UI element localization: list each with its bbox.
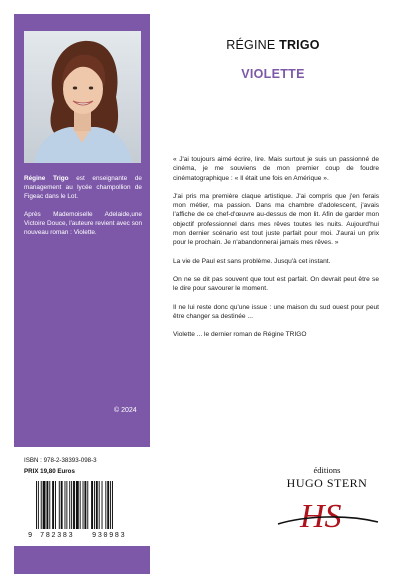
barcode-bar xyxy=(94,481,95,529)
bio-author-name: Régine Trigo xyxy=(24,175,69,182)
publisher-logo xyxy=(274,494,382,538)
barcode-bar xyxy=(76,481,79,529)
barcode-digits-group-1: 782383 xyxy=(40,532,75,539)
barcode-digits-group-2: 930983 xyxy=(92,532,127,539)
blurb-paragraph: « J'ai toujours aimé écrire, lire. Mais surtout je suis un passionné de cinéma, je me souviens de mon premier coup de foudre cinématographique : « Il était une fois en Amérique ». xyxy=(173,156,379,182)
author-portrait-image xyxy=(24,31,141,163)
barcode-bar xyxy=(91,481,93,529)
blurb-paragraph: On ne se dit pas souvent que tout est parfait. On devrait peut être se le dire pour savourer le moment. xyxy=(173,275,379,293)
barcode-bar xyxy=(59,481,60,529)
barcode-bar xyxy=(84,481,86,529)
barcode-bars xyxy=(36,481,113,529)
barcode-bar xyxy=(41,481,42,529)
copyright: © 2024 xyxy=(114,407,137,414)
barcode-bar xyxy=(65,481,66,529)
left-purple-band-bottom xyxy=(14,546,150,574)
blurb-paragraph: Violette ... le dernier roman de Régine TRIGO xyxy=(173,331,307,339)
publisher-editions-label: éditions xyxy=(313,465,341,475)
blurb-paragraph: La vie de Paul est sans problème. Jusqu'à cet instant. xyxy=(173,257,331,265)
barcode-digit-first: 9 xyxy=(28,532,33,539)
publisher-name: HUGO STERN xyxy=(286,476,368,490)
barcode-bar xyxy=(87,481,88,529)
barcode-bar xyxy=(69,481,70,529)
barcode-bar xyxy=(105,481,106,529)
isbn: ISBN : 978-2-38393-098-3 xyxy=(24,457,97,464)
barcode-bar xyxy=(55,481,56,529)
barcode-area xyxy=(24,453,149,543)
author-first-name: RÉGINE xyxy=(226,38,276,52)
barcode-bar xyxy=(46,481,48,529)
barcode-bar xyxy=(43,481,46,529)
barcode-bar xyxy=(73,481,75,529)
barcode-bar xyxy=(49,481,50,529)
author-name xyxy=(160,38,386,52)
barcode-bar xyxy=(52,481,54,529)
blurb-paragraph: Il ne lui reste donc qu'une issue : une maison du sud ouest pour peut être changer sa destinée ... xyxy=(173,303,379,320)
bio-paragraph-1 xyxy=(24,174,142,201)
barcode-bar xyxy=(96,481,98,529)
barcode-bar xyxy=(66,481,67,529)
price: PRIX 19,80 Euros xyxy=(24,468,75,475)
book-title: VIOLETTE xyxy=(241,67,305,81)
publisher-logo-text: HS xyxy=(300,498,342,535)
barcode-bar xyxy=(83,481,84,529)
bio-text-1: est enseignante de management au lycée champollion de Figeac dans le Lot. xyxy=(24,175,142,201)
barcode-bar xyxy=(99,481,100,529)
barcode-bar xyxy=(107,481,109,529)
barcode-bar xyxy=(110,481,111,529)
barcode-bar xyxy=(71,481,72,529)
blurb-paragraph: J'ai pris ma première claque artistique. J'ai compris que j'en ferais mon métier, ma passion. Dans ma chambre d'adolescent, j'avais l'affiche de ce chef-d'œuvre au-dessus de mon lit. Afin de garder mon objectif professionnel dans mes rêves toutes les nuits. Aujourd'hui mon dernier scénario est tout juste parfait pour moi. J'aurai un prix pour le prochain. Je n'abandonnerai jamais mes rêves. » xyxy=(173,192,379,247)
barcode-bar xyxy=(102,481,103,529)
back-cover-blurb xyxy=(173,155,379,348)
author-bio xyxy=(24,174,142,247)
barcode-bar xyxy=(38,481,39,529)
barcode-bar xyxy=(36,481,37,529)
author-photo xyxy=(24,31,141,163)
barcode-graphic xyxy=(28,481,146,539)
bio-paragraph-2: Après Mademoiselle Adelaide,une Victoire Douce, l'auteure revient avec son nouveau roman : Violette. xyxy=(24,211,142,237)
barcode-bar xyxy=(61,481,63,529)
barcode-bar xyxy=(112,481,113,529)
barcode-bar xyxy=(80,481,81,529)
author-last-name: TRIGO xyxy=(279,38,320,52)
